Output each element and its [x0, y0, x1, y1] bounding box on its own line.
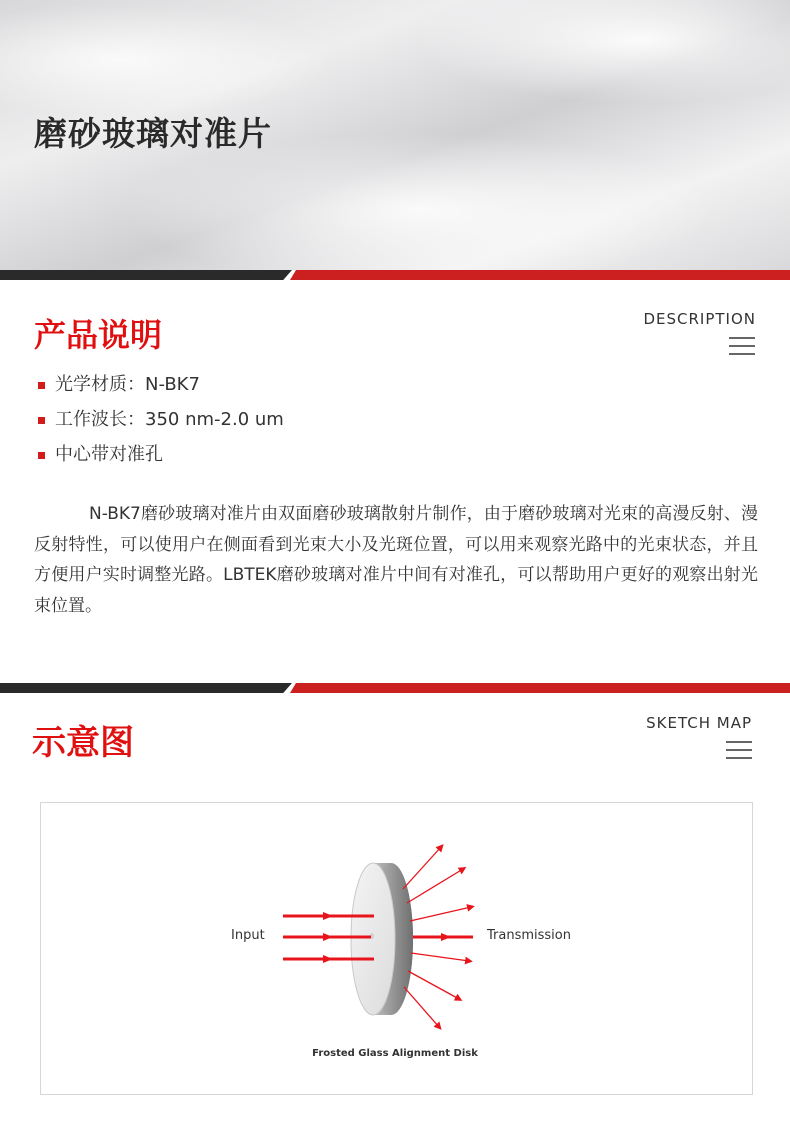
spec-list [38, 372, 284, 477]
page-title: 磨砂玻璃对准片 [34, 114, 272, 153]
list-item: 中心带对准孔 [38, 442, 284, 477]
input-label: Input [231, 928, 265, 943]
bullet-square-icon [38, 452, 45, 459]
sketch-title-en: SKETCH MAP [646, 714, 752, 732]
menu-icon [726, 741, 752, 761]
sketch-title: 示意图 [32, 723, 134, 763]
input-arrows [323, 912, 333, 963]
list-item: 工作波长：350 nm-2.0 um [38, 407, 284, 442]
transmission-label: Transmission [487, 928, 571, 943]
hero-banner [0, 0, 790, 270]
sketch-diagram [40, 802, 753, 1095]
description-paragraph: N-BK7磨砂玻璃对准片由双面磨砂玻璃散射片制作，由于磨砂玻璃对光束的高漫反射、漫反射特性，可以使用户在侧面看到光束大小及光斑位置，可以用来观察光路中的光束状态，并且方便用户实时调整光路。LBTEK磨砂玻璃对准片中间有对准孔，可以帮助用户更好的观察出射光束位置。 [34, 504, 758, 616]
bullet-square-icon [38, 417, 45, 424]
scattered-ray-tails [441, 845, 443, 847]
description-title-en: DESCRIPTION [643, 310, 756, 328]
optics-diagram-svg [41, 803, 752, 1094]
menu-icon [729, 337, 755, 357]
list-item: 光学材质：N-BK7 [38, 372, 284, 407]
bullet-square-icon [38, 382, 45, 389]
section-divider [0, 683, 790, 693]
section-divider [0, 270, 790, 280]
description-title: 产品说明 [34, 316, 163, 354]
disk-face [351, 863, 395, 1015]
diagram-caption: Frosted Glass Alignment Disk [312, 1048, 478, 1059]
